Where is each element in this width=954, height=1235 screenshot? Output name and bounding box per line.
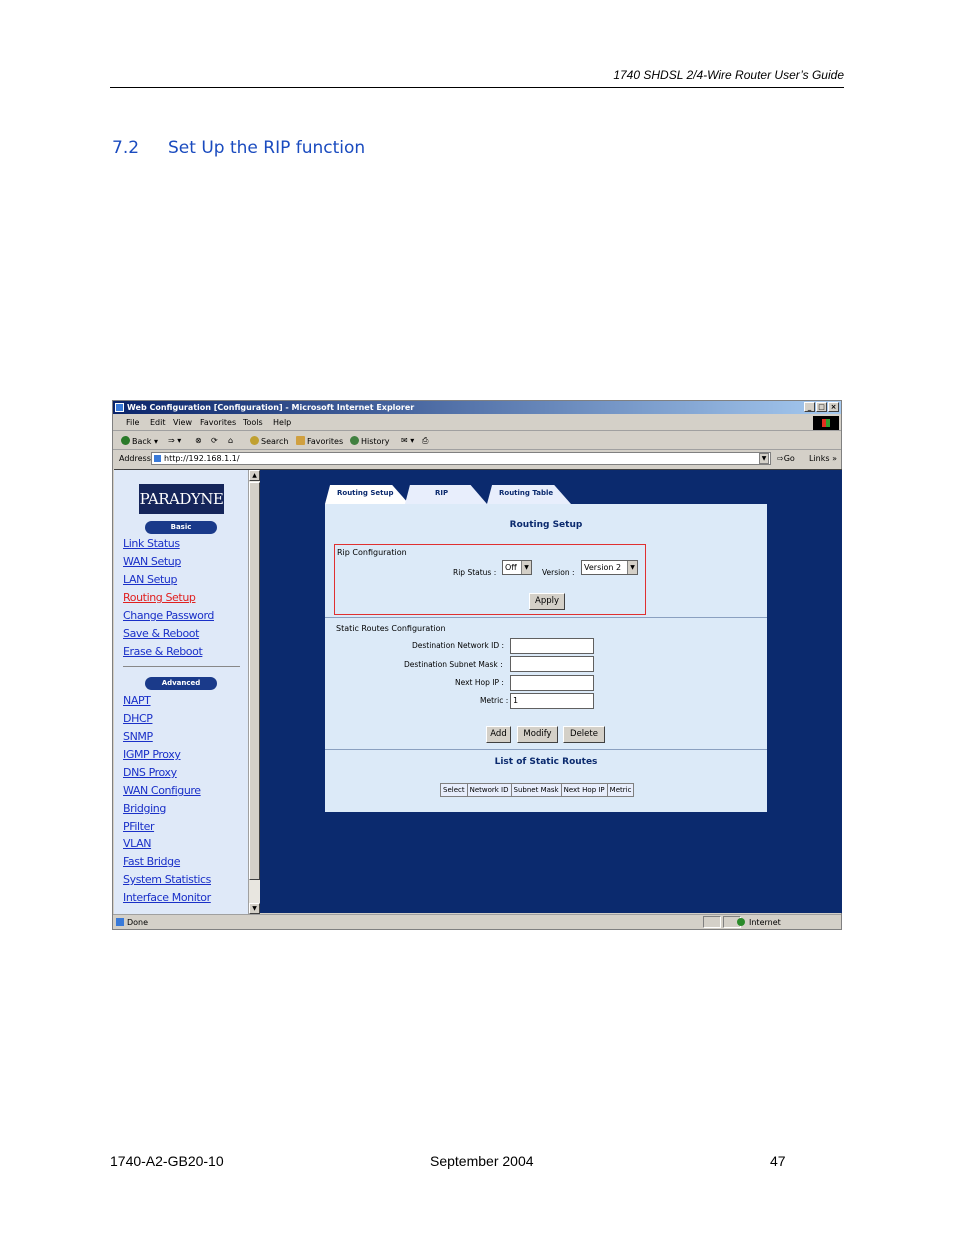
delete-button[interactable]: Delete bbox=[563, 726, 605, 743]
search-button[interactable]: Search bbox=[250, 436, 288, 446]
nav-link-status[interactable]: Link Status bbox=[123, 537, 180, 550]
nav-interface-monitor[interactable]: Interface Monitor bbox=[123, 891, 211, 904]
rip-status-label: Rip Status : bbox=[453, 568, 497, 577]
advanced-label: Advanced bbox=[145, 677, 217, 690]
static-routes-table bbox=[440, 783, 634, 797]
section-title: Set Up the RIP function bbox=[168, 138, 366, 158]
status-pane bbox=[703, 916, 721, 928]
history-icon bbox=[350, 436, 359, 445]
favorites-button[interactable]: Favorites bbox=[296, 436, 343, 446]
col-network-id: Network ID bbox=[468, 784, 512, 796]
tab-rip[interactable]: RIP bbox=[405, 485, 487, 504]
modify-button[interactable]: Modify bbox=[517, 726, 558, 743]
section-divider bbox=[325, 617, 767, 618]
address-label: Address bbox=[119, 454, 151, 463]
version-select[interactable]: Version 2 ▼ bbox=[581, 560, 638, 575]
paradyne-logo: PARADYNE bbox=[139, 484, 224, 514]
nav-wan-configure[interactable]: WAN Configure bbox=[123, 784, 201, 797]
add-button[interactable]: Add bbox=[486, 726, 511, 743]
menu-bar bbox=[113, 415, 841, 431]
favorites-icon bbox=[296, 436, 305, 445]
tab-routing-table[interactable]: Routing Table bbox=[487, 485, 571, 504]
section-divider bbox=[325, 749, 767, 750]
nav-napt[interactable]: NAPT bbox=[123, 694, 151, 707]
footer-date: September 2004 bbox=[430, 1153, 534, 1169]
menu-file[interactable]: File bbox=[126, 418, 140, 427]
footer-doc-id: 1740-A2-GB20-10 bbox=[110, 1153, 224, 1169]
routing-setup-title: Routing Setup bbox=[509, 520, 583, 530]
minimize-button[interactable]: _ bbox=[804, 402, 815, 412]
status-text: Done bbox=[127, 918, 149, 927]
nav-dns-proxy[interactable]: DNS Proxy bbox=[123, 766, 177, 779]
header-rule bbox=[110, 87, 844, 88]
print-icon[interactable]: ⎙ bbox=[422, 436, 429, 445]
sidebar-divider bbox=[123, 666, 240, 667]
back-button[interactable]: Back ▾ bbox=[121, 436, 158, 446]
next-hop-label: Next Hop IP : bbox=[455, 678, 504, 687]
nav-wan-setup[interactable]: WAN Setup bbox=[123, 555, 181, 568]
nav-routing-setup[interactable]: Routing Setup bbox=[123, 591, 196, 604]
forward-button[interactable]: ⇒ ▾ bbox=[168, 436, 182, 445]
col-select: Select bbox=[441, 784, 468, 796]
menu-favorites[interactable]: Favorites bbox=[200, 418, 237, 427]
nav-pfilter[interactable]: PFilter bbox=[123, 820, 155, 833]
stop-icon[interactable]: ⊗ bbox=[195, 436, 202, 445]
nav-lan-setup[interactable]: LAN Setup bbox=[123, 573, 178, 586]
sidebar-scrollbar[interactable] bbox=[248, 470, 260, 914]
basic-label: Basic bbox=[145, 521, 217, 534]
ie-icon bbox=[115, 403, 124, 412]
close-button[interactable]: × bbox=[828, 402, 839, 412]
static-routes-heading: Static Routes Configuration bbox=[336, 624, 446, 633]
go-button[interactable]: ⇨Go bbox=[777, 454, 795, 463]
metric-input[interactable]: 1 bbox=[510, 693, 594, 709]
page-content bbox=[114, 469, 842, 913]
dest-subnet-label: Destination Subnet Mask : bbox=[404, 660, 503, 669]
address-bar bbox=[113, 451, 841, 467]
security-zone: Internet bbox=[749, 918, 781, 927]
back-arrow-icon bbox=[121, 436, 130, 445]
menu-edit[interactable]: Edit bbox=[150, 418, 166, 427]
scroll-thumb[interactable] bbox=[249, 482, 260, 880]
sidebar bbox=[114, 470, 260, 914]
maximize-button[interactable]: □ bbox=[816, 402, 827, 412]
search-icon bbox=[250, 436, 259, 445]
scroll-up-icon[interactable]: ▲ bbox=[249, 470, 260, 481]
document-header: 1740 SHDSL 2/4-Wire Router User’s Guide bbox=[613, 68, 844, 82]
apply-button[interactable]: Apply bbox=[529, 593, 565, 610]
menu-tools[interactable]: Tools bbox=[243, 418, 263, 427]
address-dropdown-icon[interactable]: ▼ bbox=[759, 453, 769, 464]
nav-system-statistics[interactable]: System Statistics bbox=[123, 873, 211, 886]
window-title: Web Configuration [Configuration] - Microsoft Internet Explorer bbox=[127, 403, 415, 412]
nav-change-password[interactable]: Change Password bbox=[123, 609, 214, 622]
menu-view[interactable]: View bbox=[173, 418, 192, 427]
scroll-down-icon[interactable]: ▼ bbox=[249, 903, 260, 914]
windows-logo-icon bbox=[813, 416, 839, 430]
tab-routing-setup[interactable]: Routing Setup bbox=[325, 485, 409, 504]
nav-bridging[interactable]: Bridging bbox=[123, 802, 166, 815]
metric-label: Metric : bbox=[480, 696, 509, 705]
version-label: Version : bbox=[542, 568, 575, 577]
dest-network-label: Destination Network ID : bbox=[412, 641, 505, 650]
rip-configuration-box bbox=[334, 544, 646, 615]
routing-setup-panel bbox=[325, 504, 767, 812]
nav-snmp[interactable]: SNMP bbox=[123, 730, 153, 743]
refresh-icon[interactable]: ⟳ bbox=[211, 436, 218, 445]
nav-erase-reboot[interactable]: Erase & Reboot bbox=[123, 645, 203, 658]
chevron-down-icon: ▼ bbox=[627, 561, 637, 574]
menu-help[interactable]: Help bbox=[273, 418, 292, 427]
title-bar bbox=[113, 401, 841, 414]
dest-subnet-input[interactable] bbox=[510, 656, 594, 672]
dest-network-input[interactable] bbox=[510, 638, 594, 654]
nav-fast-bridge[interactable]: Fast Bridge bbox=[123, 855, 181, 868]
nav-dhcp[interactable]: DHCP bbox=[123, 712, 153, 725]
page-number: 47 bbox=[770, 1153, 786, 1169]
nav-vlan[interactable]: VLAN bbox=[123, 837, 152, 850]
links-button[interactable]: Links » bbox=[809, 454, 837, 463]
col-next-hop-ip: Next Hop IP bbox=[562, 784, 608, 796]
chevron-down-icon: ▼ bbox=[521, 561, 531, 574]
home-icon[interactable]: ⌂ bbox=[228, 436, 234, 445]
address-input[interactable]: http://192.168.1.1/ bbox=[151, 452, 771, 465]
static-routes-list-title: List of Static Routes bbox=[494, 757, 598, 767]
section-number: 7.2 bbox=[112, 138, 140, 158]
status-bar bbox=[113, 914, 841, 929]
col-metric: Metric bbox=[609, 786, 632, 794]
nav-save-reboot[interactable]: Save & Reboot bbox=[123, 627, 200, 640]
browser-window bbox=[112, 400, 842, 930]
nav-igmp-proxy[interactable]: IGMP Proxy bbox=[123, 748, 181, 761]
toolbar bbox=[113, 432, 841, 450]
next-hop-input[interactable] bbox=[510, 675, 594, 691]
mail-icon[interactable]: ✉ ▾ bbox=[401, 436, 415, 445]
rip-status-select[interactable]: Off ▼ bbox=[502, 560, 532, 575]
col-subnet-mask: Subnet Mask bbox=[512, 784, 562, 796]
rip-config-heading: Rip Configuration bbox=[337, 548, 407, 557]
history-button[interactable]: History bbox=[350, 436, 389, 446]
section-heading bbox=[112, 138, 365, 158]
